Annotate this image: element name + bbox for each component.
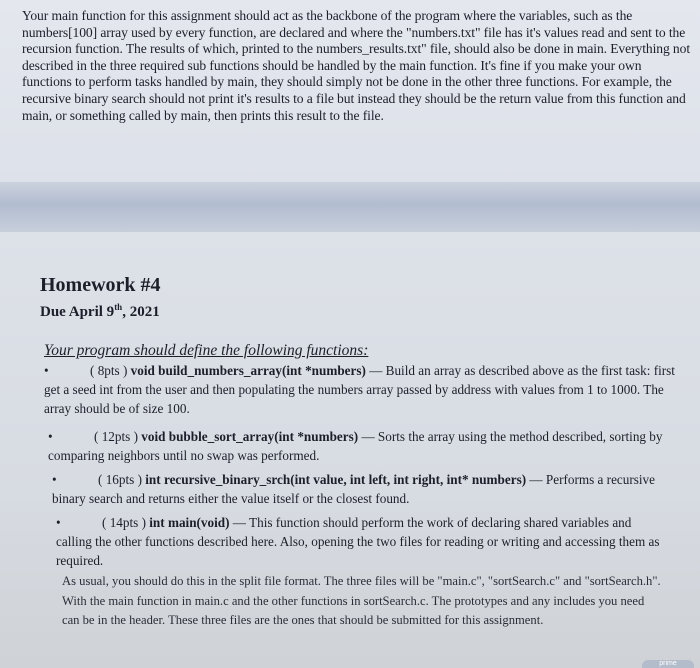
- function-points: ( 16pts ): [98, 472, 142, 487]
- function-signature: void build_numbers_array(int *numbers): [130, 363, 366, 378]
- function-description: — Sorts the array using the method described, sorting by comparing neighbors until no swap was performed.: [48, 429, 663, 463]
- function-item-sort: [48, 427, 676, 465]
- function-item-main: [56, 513, 666, 570]
- bullet: •: [52, 472, 57, 487]
- bullet: •: [56, 515, 61, 530]
- function-points: ( 14pts ): [102, 515, 146, 530]
- function-description: — This function should perform the work of declaring shared variables and calling the other functions described here. Also, opening the two files for reading or writing and accessing them as required.: [56, 515, 660, 568]
- due-prefix: Due April 9: [40, 304, 115, 320]
- bullet: •: [44, 363, 49, 378]
- intro-paragraph: Your main function for this assignment should act as the backbone of the program where the variables, such as the numbers[100] array used by every function, are declared and where the "numbers.txt" file has it's values read and sent to the recursion function. The results of which, printed to the numbers_results.txt" file, should also be done in main. Everything not described in the three required sub functions should be handled by the main function. It's fine if you make your own functions to perform tasks handled by main, they should simply not be done in the other three functions. For example, the recursive binary search should not print it's results to a file but instead they should be the return value from this function and main, or something called by main, then prints this result to the file.: [22, 8, 691, 123]
- function-description: — Build an array as described above as the first task: first get a seed int from the user and then populating the numbers array passed by address with values from 1 to 1000. The array should be of size 100.: [44, 363, 675, 416]
- homework-due-date: [40, 302, 160, 321]
- upper-page: [0, 0, 700, 182]
- function-signature: int recursive_binary_srch(int value, int left, int right, int* numbers): [145, 472, 527, 487]
- function-item-search: [52, 470, 662, 508]
- function-points: ( 12pts ): [94, 429, 138, 444]
- function-signature: int main(void): [149, 515, 230, 530]
- due-ordinal: th: [114, 302, 123, 312]
- page-divider-band: [0, 182, 700, 232]
- function-signature: void bubble_sort_array(int *numbers): [141, 429, 359, 444]
- closing-paragraph: As usual, you should do this in the split file format. The three files will be "main.c", "sortSearch.c" and "sortSearch.h". With the main function in main.c and the other functions in sortSearch.c. The prototypes and any includes you need can be in the header. These three files are the ones that should be submitted for this assignment.: [62, 574, 661, 627]
- homework-title: Homework #4: [40, 274, 161, 296]
- bullet: •: [48, 429, 53, 444]
- function-points: ( 8pts ): [90, 363, 128, 378]
- function-description: — Performs a recursive binary search and returns either the value itself or the closest found.: [52, 472, 656, 506]
- function-item-build: [44, 361, 676, 418]
- functions-heading: Your program should define the following functions:: [44, 342, 369, 359]
- due-year: , 2021: [122, 304, 160, 320]
- prime-logo: prime: [642, 660, 694, 668]
